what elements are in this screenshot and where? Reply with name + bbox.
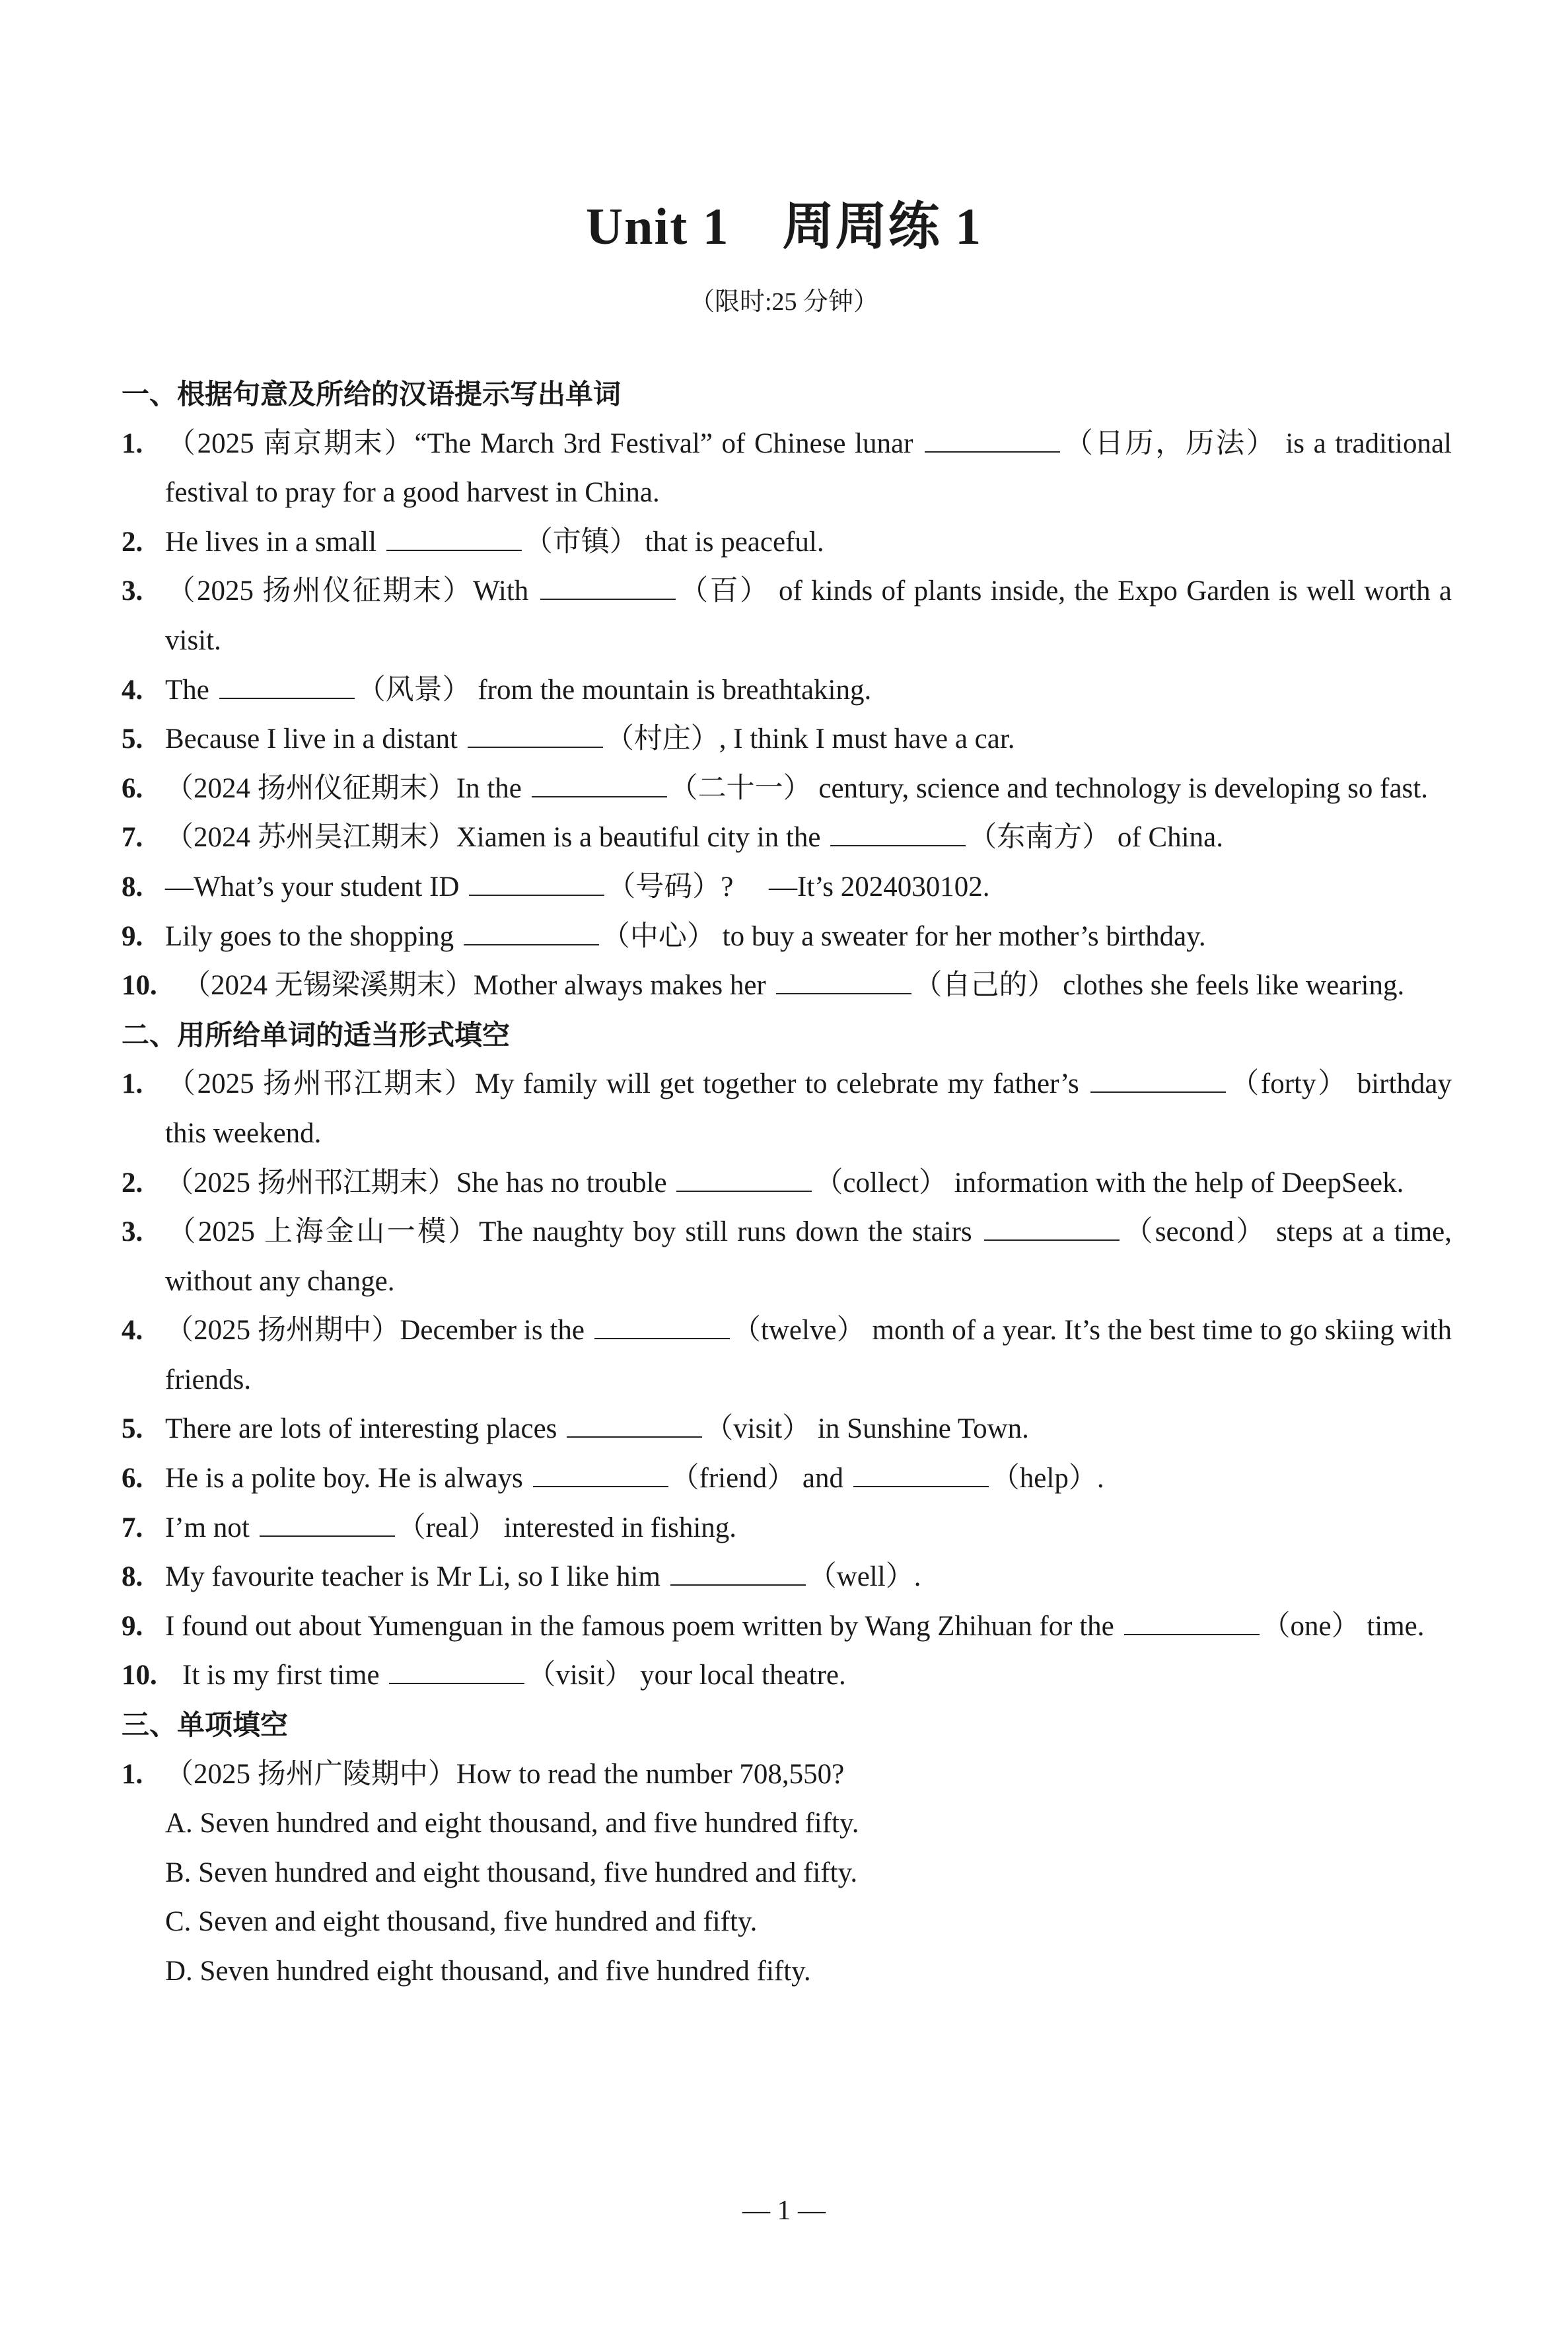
question-text: There are lots of interesting places [165,1413,565,1445]
question-text: （2024 扬州仪征期末）In the [165,772,529,804]
question-text: —What’s your student ID [165,871,467,903]
question-number: 3. [122,1216,143,1248]
answer-option: D. Seven hundred eight thousand, and five hundred fifty. [165,1956,811,1987]
question-number: 10. [122,1660,157,1691]
question-text: （东南方） of China. [968,822,1223,854]
question-text: （2025 扬州邗江期末）My family will get together to celebrate my father’s [165,1068,1088,1100]
question-text: （村庄）, I think I must have a car. [605,723,1015,755]
question-number: 10. [122,970,157,1002]
answer-blank[interactable] [219,673,355,699]
answer-blank[interactable] [1090,1066,1226,1093]
question-text: （2025 扬州广陵期中）How to read the number 708,550? [165,1758,845,1790]
section-heading: 二、用所给单词的适当形式填空 [122,1018,511,1051]
question-text: （2024 苏州吴江期末）Xiamen is a beautiful city in the [165,822,828,854]
question-item [122,1651,1452,1701]
question-number: 3. [122,575,143,607]
answer-blank[interactable] [533,1461,668,1487]
question-item [122,420,1452,518]
answer-blank[interactable] [540,573,676,600]
answer-blank[interactable] [925,426,1060,453]
answer-blank[interactable] [386,525,522,551]
question-item [122,666,1452,716]
answer-option: A. Seven hundred and eight thousand, and five hundred fifty. [165,1808,859,1839]
question-item [122,1159,1452,1208]
question-number: 5. [122,1413,143,1445]
question-number: 9. [122,920,143,952]
question-number: 2. [122,1167,143,1199]
answer-blank[interactable] [776,968,911,994]
answer-blank[interactable] [1124,1609,1260,1635]
question-number: 6. [122,772,143,804]
question-text: （well）. [808,1561,921,1593]
answer-blank[interactable] [984,1214,1120,1241]
question-text: （2025 南京期末）“The March 3rd Festival” of Chinese lunar [165,427,923,459]
question-item [122,518,1452,568]
question-number: 4. [122,674,143,706]
question-text: （号码）? —It’s 2024030102. [607,871,990,903]
question-text: （one） time. [1262,1610,1425,1642]
page-title: Unit 1 周周练 1 [585,198,983,255]
question-text: It is my first time [182,1660,387,1691]
question-item [122,1306,1452,1405]
question-text: （2025 扬州邗江期末）She has no trouble [165,1167,674,1199]
question-text: （2025 扬州期中）December is the [165,1315,592,1347]
question-text: （real） interested in fishing. [397,1512,737,1543]
question-text: （help）. [991,1463,1104,1495]
question-text: （forty） birthday this weekend. [165,1068,1452,1149]
question-text: He is a polite boy. He is always [165,1463,530,1495]
question-item [122,1602,1452,1652]
question-text: Because I live in a distant [165,723,465,755]
section-heading: 一、根据句意及所给的汉语提示写出单词 [122,378,622,410]
question-number: 5. [122,723,143,755]
question-number: 8. [122,1561,143,1593]
answer-blank[interactable] [676,1165,812,1192]
answer-blank[interactable] [469,869,604,896]
question-text: （2025 上海金山一模）The naughty boy still runs down the stairs [165,1216,981,1248]
answer-blank[interactable] [389,1658,524,1684]
page-number: — 1 — [742,2196,826,2226]
answer-blank[interactable] [532,771,667,797]
answer-blank[interactable] [260,1510,395,1537]
answer-blank[interactable] [853,1461,989,1487]
question-number: 8. [122,871,143,903]
question-item [122,912,1452,962]
question-text: （百） of kinds of plants inside, the Expo Garden is well worth a visit. [165,575,1452,656]
answer-blank[interactable] [567,1411,702,1438]
question-text: （2025 扬州仪征期末）With [165,575,538,607]
question-item [122,1405,1452,1454]
question-text: （visit） in Sunshine Town. [705,1413,1029,1445]
section-heading: 三、单项填空 [122,1709,289,1742]
question-number: 1. [122,1068,143,1100]
question-item [122,1454,1452,1504]
question-text: （visit） your local theatre. [527,1660,846,1691]
answer-blank[interactable] [670,1559,806,1586]
question-item [122,1060,1452,1158]
answer-blank[interactable] [468,721,603,748]
question-number: 2. [122,526,143,558]
question-number: 7. [122,822,143,854]
question-number: 6. [122,1463,143,1495]
question-number: 4. [122,1315,143,1347]
question-item [122,567,1452,665]
question-item [122,813,1452,863]
question-item [122,1553,1452,1602]
question-text: （自己的） clothes she feels like wearing. [913,970,1405,1002]
question-text: I found out about Yumenguan in the famous poem written by Wang Zhihuan for the [165,1610,1122,1642]
exercise-content [122,370,1452,1997]
question-text: （twelve） month of a year. It’s the best time to go skiing with friends. [165,1315,1452,1395]
question-item [122,715,1452,764]
question-text: He lives in a small [165,526,384,558]
question-text: My favourite teacher is Mr Li, so I like him [165,1561,668,1593]
answer-blank[interactable] [464,919,599,945]
question-number: 7. [122,1512,143,1543]
question-number: 1. [122,427,143,459]
question-number: 9. [122,1610,143,1642]
question-text: （second） steps at a time, without any change. [165,1216,1452,1297]
question-text: （friend） and [670,1463,851,1495]
question-text: The [165,674,217,706]
answer-blank[interactable] [830,820,966,846]
question-item [122,863,1452,912]
question-item [122,1208,1452,1306]
question-text: （风景） from the mountain is breathtaking. [357,674,872,706]
answer-option: B. Seven hundred and eight thousand, five hundred and fifty. [165,1857,858,1888]
question-text: （市镇） that is peaceful. [524,526,824,558]
question-text: Lily goes to the shopping [165,920,461,952]
question-item [122,764,1452,814]
question-text: （日历，历法） is a traditional festival to pray for a good harvest in China. [165,427,1452,509]
question-text: （2024 无锡梁溪期末）Mother always makes her [182,970,773,1002]
question-text: （二十一） century, science and technology is developing so fast. [669,772,1428,804]
question-text: I’m not [165,1512,257,1543]
answer-option: C. Seven and eight thousand, five hundred and fifty. [165,1906,758,1938]
question-item [122,961,1452,1011]
question-item [122,1750,1452,1800]
answer-blank[interactable] [594,1313,730,1339]
question-text: （collect） information with the help of DeepSeek. [814,1167,1404,1199]
question-number: 1. [122,1758,143,1790]
question-item [122,1504,1452,1553]
time-limit: （限时:25 分钟） [689,288,879,316]
question-text: （中心） to buy a sweater for her mother’s birthday. [601,920,1206,952]
